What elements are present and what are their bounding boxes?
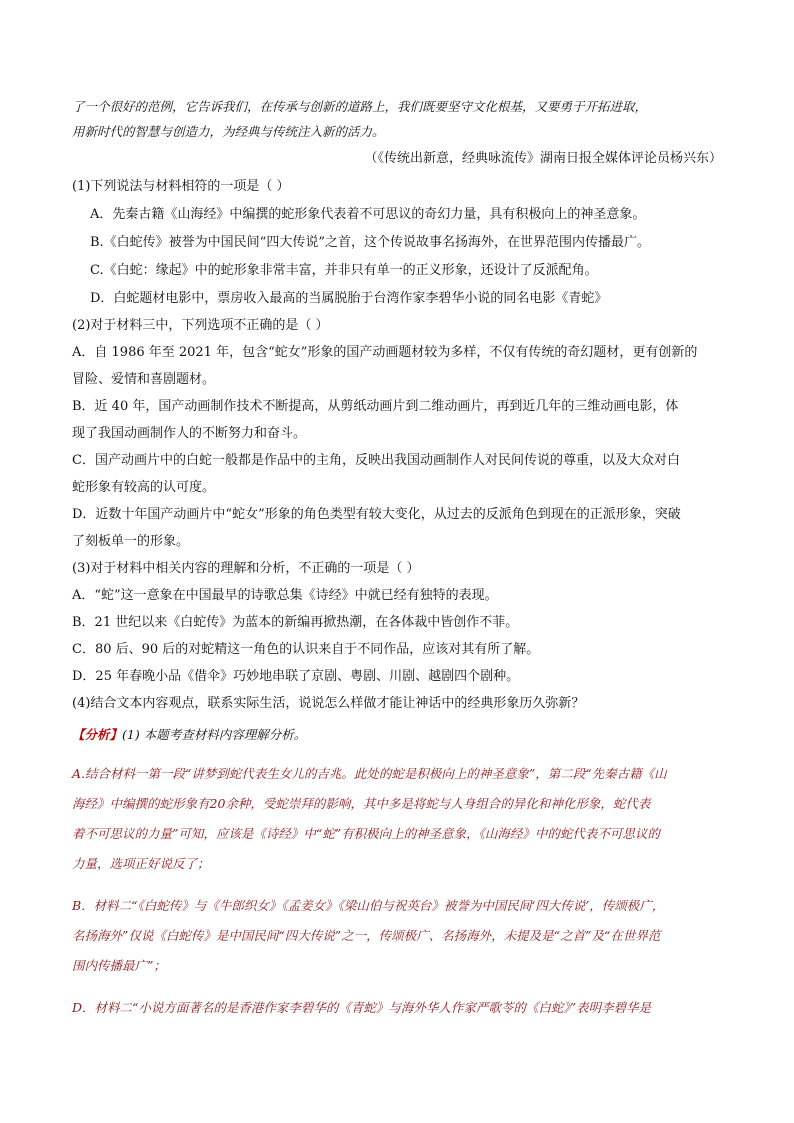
source-citation: （《传统出新意，经典咏流传》湖南日报全媒体评论员杨兴东） bbox=[364, 151, 722, 166]
analysis-a-line-2: 海经》中编撰的蛇形象有20余种，受蛇崇拜的影响，其中多是将蛇与人身组合的异化和神化形象，蛇代表 bbox=[72, 796, 651, 811]
question-1-option-d: D．白蛇题材电影中，票房收入最高的当属脱胎于台湾作家李碧华小说的同名电影《青蛇》 bbox=[90, 291, 608, 306]
question-1-option-c: C.《白蛇：缘起》中的蛇形象非常丰富，并非只有单一的正义形象，还设计了反派配角。 bbox=[90, 263, 598, 278]
question-3-option-a: A．“蛇”这一意象在中国最早的诗歌总集《诗经》中就已经有独特的表现。 bbox=[72, 588, 498, 603]
question-3-option-d: D．25 年春晚小品《借伞》巧妙地串联了京剧、粤剧、川剧、越剧四个剧种。 bbox=[72, 669, 520, 684]
question-3-option-c: C．80 后、90 后的对蛇精这一角色的认识来自于不同作品，应该对其有所了解。 bbox=[72, 642, 540, 657]
question-3-option-b: B．21 世纪以来《白蛇传》为蓝本的新编再掀热潮，在各体裁中皆创作不菲。 bbox=[72, 615, 519, 630]
question-2-option-b-line-1: B．近 40 年，国产动画制作技术不断提高，从剪纸动画片到二维动画片，再到近几年的三维动画电影，体 bbox=[72, 399, 679, 414]
analysis-a-line-4: 力量，选项正好说反了； bbox=[72, 856, 210, 871]
analysis-b-line-3: 围内传播最广”； bbox=[72, 958, 166, 973]
question-2-option-b-line-2: 现了我国动画制作人的不断努力和奋斗。 bbox=[72, 426, 307, 441]
question-2-option-a-line-1: A．自 1986 年至 2021 年，包含“蛇女”形象的国产动画题材较为多样，不仅有传统的奇幻题材，更有创新的 bbox=[72, 345, 698, 360]
question-2-option-d-line-2: 了刻板单一的形象。 bbox=[72, 534, 190, 549]
question-4-stem: (4)结合文本内容观点，联系实际生活，说说怎么样做才能让神话中的经典形象历久弥新？ bbox=[72, 696, 585, 711]
question-3-stem: (3)对于材料中相关内容的理解和分析，不正确的一项是（ ） bbox=[72, 561, 420, 576]
intro-line-1: 了一个很好的范例，它告诉我们，在传承与创新的道路上，我们既要坚守文化根基，又要勇于开拓进取， bbox=[72, 99, 648, 114]
analysis-a-line-3: 着不可思议的力量”可知，应该是《诗经》中“蛇”有积极向上的神圣意象，《山海经》中的蛇代表不可思议的 bbox=[72, 826, 660, 841]
question-1-option-b: B.《白蛇传》被誉为中国民间“四大传说”之首，这个传说故事名扬海外，在世界范围内传播最广。 bbox=[90, 235, 650, 250]
question-2-option-c-line-1: C．国产动画片中的白蛇一般都是作品中的主角，反映出我国动画制作人对民间传说的尊重，以及大众对白 bbox=[72, 453, 680, 468]
question-2-option-d-line-1: D．近数十年国产动画片中“蛇女”形象的角色类型有较大变化，从过去的反派角色到现在的正派形象，突破 bbox=[72, 507, 681, 522]
question-2-option-c-line-2: 蛇形象有较高的认可度。 bbox=[72, 480, 216, 495]
analysis-b-line-2: 名扬海外”仅说《白蛇传》是中国民间“四大传说”之一，传颂极广、名扬海外，未提及是“之首”及“在世界范 bbox=[72, 928, 661, 943]
analysis-a-line-1: A.结合材料一第一段“讲梦到蛇代表生女儿的吉兆。此处的蛇是积极向上的神圣意象”，第二段“先秦古籍《山 bbox=[72, 766, 667, 781]
analysis-heading bbox=[72, 726, 306, 744]
intro-line-2: 用新时代的智慧与创造力，为经典与传统注入新的活力。 bbox=[72, 124, 385, 139]
analysis-b-line-1: B．材料二“《白蛇传》与《牛郎织女》《孟姜女》《梁山伯与祝英台》被誉为中国民间‘四大传说’，传颂极广， bbox=[72, 898, 665, 913]
analysis-tag: 【分析】 bbox=[72, 727, 123, 742]
question-2-option-a-line-2: 冒险、爱情和喜剧题材。 bbox=[72, 372, 216, 387]
analysis-d-line-1: D．材料二“小说方面著名的是香港作家李碧华的《青蛇》与海外华人作家严歌苓的《白蛇》”表明李碧华是 bbox=[72, 1000, 652, 1015]
analysis-heading-text: (1) 本题考查材料内容理解分析。 bbox=[122, 727, 307, 742]
question-1-stem: (1)下列说法与材料相符的一项是（ ） bbox=[72, 179, 290, 194]
question-1-option-a: A．先秦古籍《山海经》中编撰的蛇形象代表着不可思议的奇幻力量，具有积极向上的神圣意象。 bbox=[90, 207, 646, 222]
question-2-stem: (2)对于材料三中，下列选项不正确的是（ ） bbox=[72, 318, 329, 333]
